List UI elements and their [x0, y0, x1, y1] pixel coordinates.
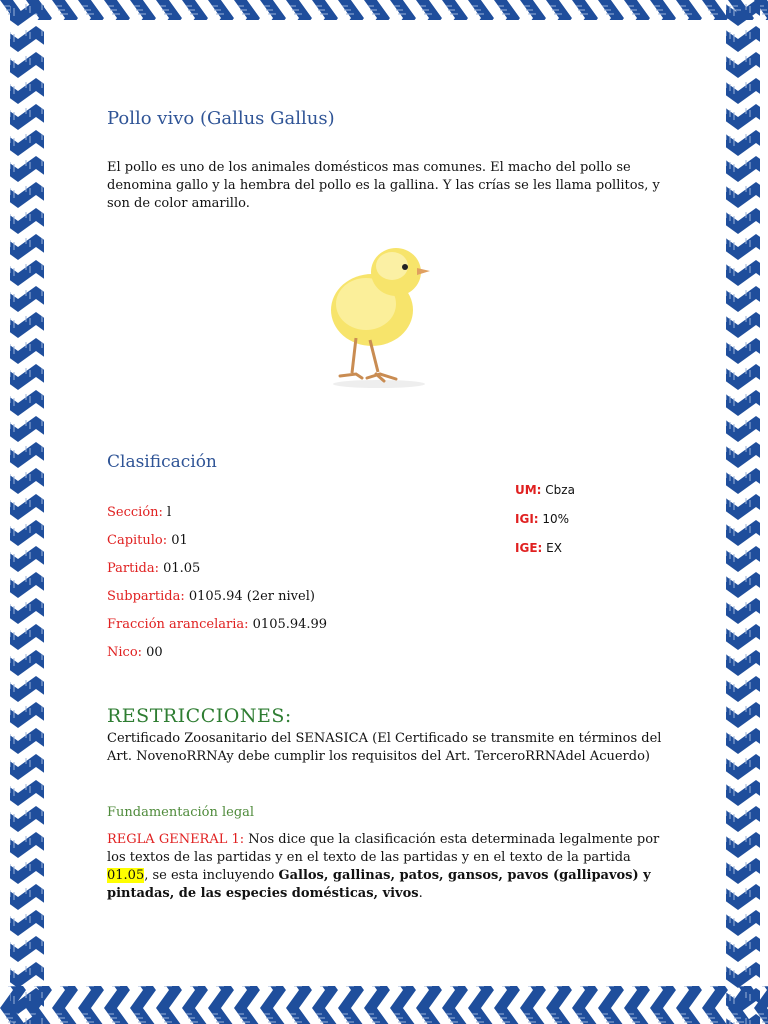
classification-value: 00	[142, 645, 163, 660]
tariff-value: EX	[542, 541, 562, 555]
tariff-info-list	[515, 482, 575, 569]
tariff-label: UM:	[515, 483, 542, 497]
tariff-row-um	[515, 482, 575, 511]
tariff-value: 10%	[538, 512, 570, 526]
classification-label: Fracción arancelaria:	[107, 617, 249, 632]
section-heading-restricciones: RESTRICCIONES:	[107, 705, 292, 727]
classification-value: l	[162, 505, 172, 520]
section-heading-fundamentacion: Fundamentación legal	[107, 805, 255, 820]
classification-label: Sección:	[107, 505, 163, 520]
tariff-label: IGE:	[515, 541, 543, 555]
classification-value: 01.05	[158, 561, 201, 576]
section-heading-clasificacion: Clasificación	[107, 452, 217, 472]
intro-paragraph: El pollo es uno de los animales domésticos mas comunes. El macho del pollo se denomina gallo y la hembra del pollo es la gallina. Y las crías se les llama pollitos, y son de color amarillo.	[107, 160, 660, 211]
tariff-row-igi	[515, 511, 575, 540]
classification-value: 0105.94 (2er nivel)	[184, 589, 315, 604]
classification-row-subpartida	[107, 588, 327, 616]
classification-label: Partida:	[107, 561, 159, 576]
regla-label: REGLA GENERAL 1:	[107, 832, 245, 847]
page-title: Pollo vivo (Gallus Gallus)	[107, 108, 335, 129]
regla-general-paragraph	[107, 831, 667, 903]
classification-row-nico	[107, 644, 327, 672]
classification-row-seccion	[107, 504, 327, 532]
regla-text-continued: , se esta incluyendo	[144, 868, 279, 883]
classification-row-fraccion	[107, 616, 327, 644]
chick-image	[322, 238, 436, 390]
classification-value: 01	[167, 533, 188, 548]
classification-value: 0105.94.99	[248, 617, 328, 632]
tariff-row-ige	[515, 540, 575, 569]
regla-bold-text: Gallos, gallinas, patos, gansos, pavos (gallipavos) y pintadas, de las especies domésticas, vivos	[107, 868, 651, 901]
classification-row-partida	[107, 560, 327, 588]
regla-end: .	[418, 886, 423, 901]
classification-label: Subpartida:	[107, 589, 185, 604]
classification-label: Nico:	[107, 645, 143, 660]
tariff-value: Cbza	[541, 483, 575, 497]
restricciones-paragraph: Certificado Zoosanitario del SENASICA (El Certificado se transmite en términos del Art. NovenoRRNAy debe cumplir los requisitos del Art. TerceroRRNAdel Acuerdo)	[107, 731, 662, 764]
classification-list	[107, 504, 327, 672]
tariff-label: IGI:	[515, 512, 539, 526]
partida-highlight: 01.05	[107, 868, 145, 883]
classification-row-capitulo	[107, 532, 327, 560]
classification-label: Capitulo:	[107, 533, 168, 548]
regla-text: Nos dice que la clasificación esta determinada legalmente por los textos de las partidas y en el texto de las partidas y en el texto de la partida	[107, 832, 660, 865]
